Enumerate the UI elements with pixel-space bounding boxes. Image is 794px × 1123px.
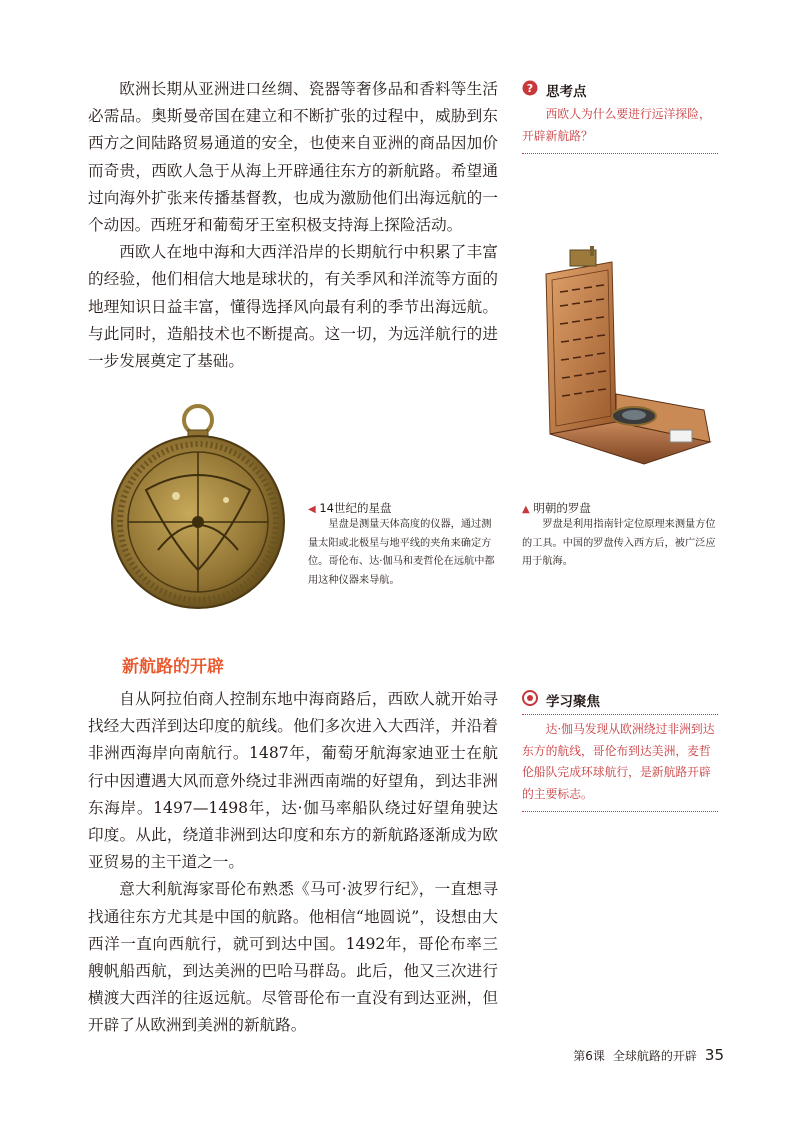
paragraph-4: 意大利航海家哥伦布熟悉《马可·波罗行纪》，一直想寻找通往东方尤其是中国的航路。他相信“地圆说”，设想由大西洋一直向西航行，就可到达中国。1492年，哥伦布率三艘帆船西航，到达美洲的巴哈马群岛。此后，他又三次进行横渡大西洋的往返远航。尽管哥伦布一直没有到达亚洲，但开辟了从欧洲到美洲的新航路。 (88, 880, 498, 1035)
think-box-divider (522, 153, 718, 154)
think-box-header (522, 80, 718, 100)
focus-box-header (522, 690, 718, 710)
astrolabe-caption-text: 星盘是测量天体高度的仪器，通过测量太阳或北极星与地平线的夹角来确定方位。哥伦布、达·伽马和麦哲伦在远航中都用这种仪器来导航。 (308, 519, 495, 586)
section-title: 新航路的开辟 (122, 657, 224, 677)
astrolabe-caption-title: ◀ 14世纪的星盘 (308, 501, 392, 515)
footer-lesson-title: 全球航路的开辟 (612, 1049, 697, 1063)
paragraph-2: 西欧人在地中海和大西洋沿岸的长期航行中积累了丰富的经验，他们相信大地是球状的，有关季风和洋流等方面的地理知识日益丰富，懂得选择风向最有利的季节出海远航。与此同时，造船技术也不断提高。这一切，为远洋航行的进一步发展奠定了基础。 (88, 243, 498, 371)
paragraph-1: 欧洲长期从亚洲进口丝绸、瓷器等奢侈品和香料等生活必需品。奥斯曼帝国在建立和不断扩张的过程中，威胁到东西方之间陆路贸易通道的安全，也使来自亚洲的商品因加价而奇贵，西欧人急于从海上开辟通往东方的新航路。希望通过向海外扩张来传播基督教，也成为激励他们出海远航的一个动因。西班牙和葡萄牙王室积极支持海上探险活动。 (88, 80, 498, 235)
think-box-text: 西欧人为什么要进行远洋探险，开辟新航路？ (522, 107, 711, 143)
think-box-title: 思考点 (546, 84, 587, 100)
focus-box (522, 690, 718, 812)
question-icon (522, 80, 538, 100)
ming-compass-image (534, 244, 716, 476)
focus-box-bottom-divider (522, 811, 718, 812)
page-number: 35 (704, 1046, 724, 1064)
page-footer (573, 1046, 724, 1064)
focus-box-text: 达·伽马发现从欧洲绕过非洲到达东方的航线，哥伦布到达美洲，麦哲伦船队完成环球航行，是新航路开辟的主要标志。 (522, 722, 715, 801)
new-route-text-block (88, 686, 498, 1040)
compass-caption-title: ▲ 明朝的罗盘 (522, 501, 591, 515)
astrolabe-caption (308, 500, 498, 590)
think-box (522, 80, 718, 154)
svg-text:?: ? (526, 82, 534, 95)
paragraph-3: 自从阿拉伯商人控制东地中海商路后，西欧人就开始寻找经大西洋到达印度的航线。他们多次进入大西洋，并沿着非洲西海岸向南航行。1487年，葡萄牙航海家迪亚士在航行中因遭遇大风而意外绕过非洲西南端的好望角，到达非洲东海岸。1497—1498年，达·伽马率船队绕过好望角驶达印度。从此，绕道非洲到达印度和东方的新航路逐渐成为欧亚贸易的主干道之一。 (88, 690, 498, 872)
compass-caption-text: 罗盘是利用指南针定位原理来测量方位的工具。中国的罗盘传入西方后，被广泛应用于航海。 (522, 519, 716, 567)
compass-caption (522, 500, 718, 572)
left-triangle-icon: ◀ (308, 504, 316, 515)
intro-text-block (88, 76, 498, 375)
up-triangle-icon: ▲ (522, 504, 530, 515)
focus-target-icon (522, 690, 538, 710)
focus-box-top-divider (522, 714, 718, 715)
focus-box-title: 学习聚焦 (546, 694, 600, 710)
footer-lesson: 第6课 (573, 1049, 605, 1063)
astrolabe-image (106, 400, 296, 615)
